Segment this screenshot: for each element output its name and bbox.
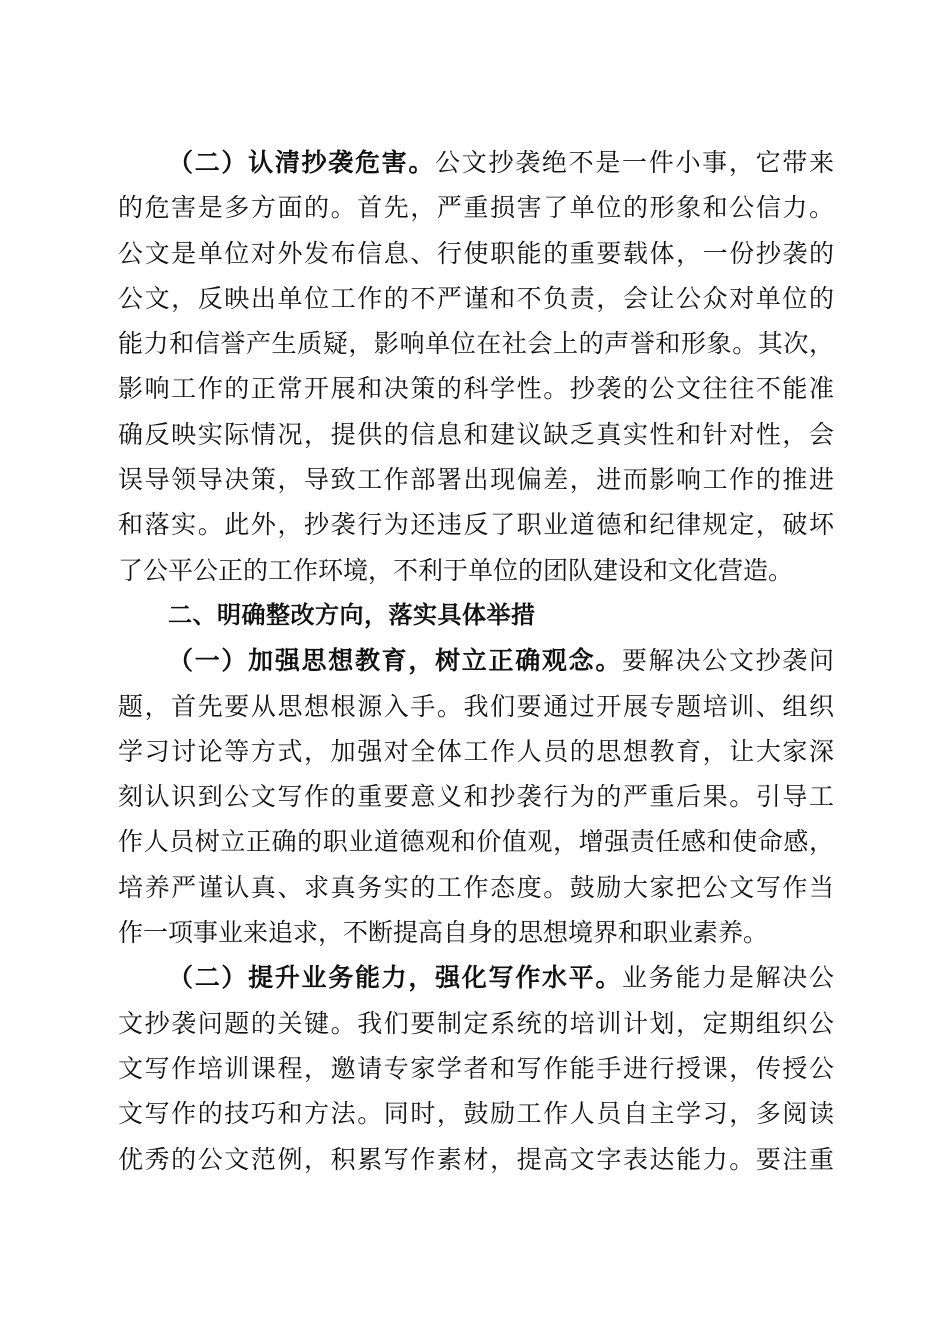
paragraph-text: 要解决公文抄袭问 [622,646,834,676]
paragraph-text: 公文抄袭绝不是一件小事，它带来 [435,148,834,177]
paragraph-line: 优秀的公文范例，积累写作素材，提高文字表达能力。要注重 [118,1144,834,1174]
paragraph-line: 的危害是多方面的。首先，严重损害了单位的形象和公信力。 [118,193,834,223]
paragraph-line: 培养严谨认真、求真务实的工作态度。鼓励大家把公文写作当 [118,872,834,902]
paragraph-line: 文抄袭问题的关键。我们要制定系统的培训计划，定期组织公 [118,1008,834,1038]
paragraph-line: 能力和信誉产生质疑，影响单位在社会上的声誉和形象。其次， [118,329,834,359]
paragraph-line: 确反映实际情况，提供的信息和建议缺乏真实性和针对性，会 [118,419,834,449]
paragraph-line: 了公平公正的工作环境，不利于单位的团队建设和文化营造。 [118,555,794,585]
paragraph-line: 作人员树立正确的职业道德观和价值观，增强责任感和使命感， [118,827,834,857]
paragraph-line: 作一项事业来追求，不断提高自身的思想境界和职业素养。 [118,918,769,948]
paragraph-line: 公文，反映出单位工作的不严谨和不负责，会让公众对单位的 [118,283,834,313]
paragraph-line [118,638,834,683]
paragraph-line: 误导领导决策，导致工作部署出现偏差，进而影响工作的推进 [118,465,834,495]
paragraph-line [118,955,834,1000]
paragraph-lead: （一）加强思想教育，树立正确观念。 [168,646,623,676]
section-heading: 二、明确整改方向，落实具体举措 [168,600,536,629]
paragraph-line: 文写作培训课程，邀请专家学者和写作能手进行授课，传授公 [118,1053,834,1083]
paragraph-line: 公文是单位对外发布信息、行使职能的重要载体，一份抄袭的 [118,238,834,268]
paragraph-line: 影响工作的正常开展和决策的科学性。抄袭的公文往往不能准 [118,374,834,404]
paragraph-line: 题，首先要从思想根源入手。我们要通过开展专题培训、组织 [118,691,834,721]
paragraph-line: 刻认识到公文写作的重要意义和抄袭行为的严重后果。引导工 [118,782,834,812]
paragraph-line: 文写作的技巧和方法。同时，鼓励工作人员自主学习，多阅读 [118,1099,834,1129]
document-body [118,140,834,1182]
paragraph-line: 学习讨论等方式，加强对全体工作人员的思想教育，让大家深 [118,736,834,766]
paragraph-text: 业务能力是解决公 [622,963,834,993]
paragraph-line: 和落实。此外，抄袭行为还违反了职业道德和纪律规定，破坏 [118,510,834,540]
paragraph-lead: （二）认清抄袭危害。 [168,148,436,177]
paragraph-lead: （二）提升业务能力，强化写作水平。 [168,963,623,993]
paragraph-line [118,140,834,185]
